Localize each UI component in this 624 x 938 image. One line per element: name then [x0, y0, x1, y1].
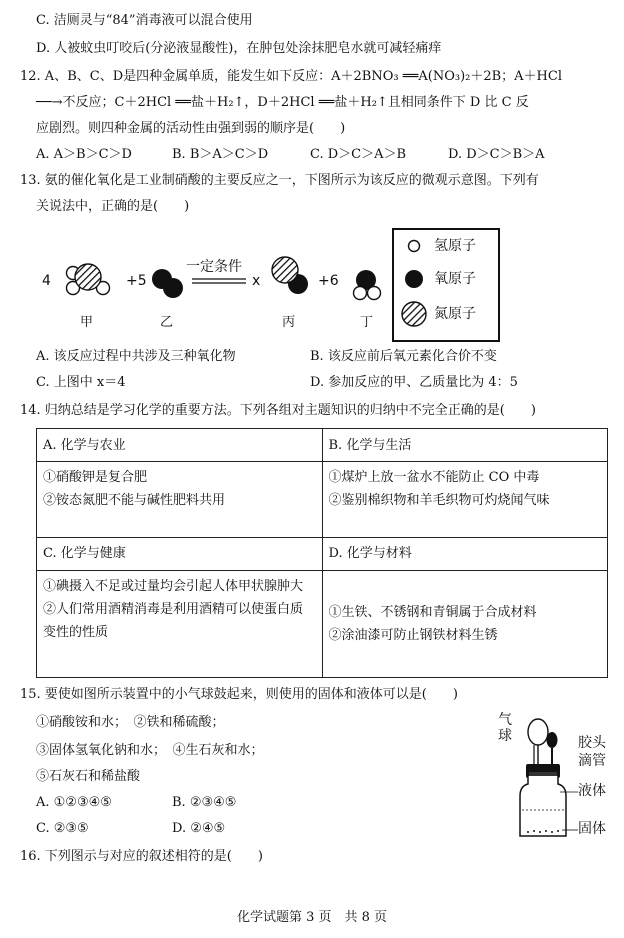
- q16-stem: 16. 下列图示与对应的叙述相符的是( ): [20, 849, 263, 864]
- q13-option-d: D. 参加反应的甲、乙质量比为 4：5: [310, 375, 518, 390]
- cell-a-item2: ②铵态氮肥不能与碱性肥料共用: [43, 493, 226, 508]
- cell-d-item1: ①生铁、不锈钢和青铜属于合成材料: [328, 604, 537, 620]
- legend-oxygen: 氧原子: [434, 271, 476, 287]
- q15-option-b: B. ②③④⑤: [172, 795, 237, 810]
- coef-bing: x: [252, 273, 261, 289]
- label-bing: 丙: [282, 315, 296, 330]
- label-dropper-2: 滴管: [578, 753, 606, 769]
- q15-option-d: D. ②④⑤: [172, 821, 226, 836]
- cell-c-item1: ①碘摄入不足或过量均会引起人体甲状腺肿大: [43, 578, 304, 594]
- q12-option-a: A. A＞B＞C＞D: [36, 147, 132, 162]
- flask-icon: [520, 776, 566, 836]
- cell-c-body: [37, 570, 323, 677]
- q14-stem: 14. 归纳总结是学习化学的重要方法。下列各组对主题知识的归纳中不完全正确的是( ): [20, 403, 536, 418]
- legend-hydrogen: 氢原子: [434, 238, 476, 254]
- q13-option-b: B. 该反应前后氧元素化合价不变: [310, 349, 497, 364]
- q15-option-a: A. ①②③④⑤: [36, 795, 112, 810]
- q12-option-b: B. B＞A＞C＞D: [172, 147, 269, 162]
- coef-ding: +6: [318, 273, 339, 289]
- q15-item-line2: ③固体氢氧化钠和水； ④生石灰和水；: [36, 743, 264, 758]
- q12-option-d: D. D＞C＞B＞A: [448, 147, 545, 162]
- hydrogen-atom-icon: [409, 241, 420, 252]
- label-jia: 甲: [80, 315, 94, 330]
- q11-option-d: D. 人被蚊虫叮咬后(分泌液显酸性)，在肿包处涂抹肥皂水就可减轻痛痒: [36, 41, 442, 56]
- nitrogen-atom-icon: [402, 302, 426, 326]
- q13-option-c: C. 上图中 x＝4: [36, 375, 126, 390]
- label-dropper-1: 胶头: [578, 735, 606, 751]
- cell-d-item2: ②涂油漆可防止钢铁材料生锈: [328, 627, 498, 643]
- cell-b-body: [322, 462, 608, 538]
- label-balloon: 气球: [498, 712, 512, 744]
- q12-option-c: C. D＞C＞A＞B: [310, 147, 407, 162]
- q12-stem-line2: ──→不反应；C＋2HCl ══盐＋H₂↑，D＋2HCl ══盐＋H₂↑且相同条件下 D 比 C 反: [36, 95, 529, 110]
- q15-stem: 15. 要使如图所示装置中的小气球鼓起来，则使用的固体和液体可以是( ): [20, 687, 458, 702]
- molecule-yi: [152, 269, 183, 298]
- q15-item-line1: ①硝酸铵和水； ②铁和稀硫酸；: [36, 715, 225, 730]
- atom-legend: [392, 228, 500, 342]
- cell-a-body: [37, 462, 323, 538]
- q11-option-c: C. 洁厕灵与“84”消毒液可以混合使用: [36, 13, 253, 28]
- cell-c-item2: ②人们常用酒精消毒是利用酒精可以使蛋白质变性的性质: [43, 601, 304, 640]
- label-yi: 乙: [160, 315, 174, 330]
- balloon-icon: [528, 719, 548, 745]
- q13-stem-line2: 关说法中，正确的是( ): [36, 199, 190, 214]
- cell-b-head: B. 化学与生活: [322, 429, 608, 462]
- q15-item-line3: ⑤石灰石和稀盐酸: [36, 769, 141, 784]
- q14-table: [36, 428, 608, 678]
- label-solid: 固体: [578, 821, 606, 837]
- q12-stem-line3: 应剧烈。则四种金属的活动性由强到弱的顺序是( ): [36, 121, 346, 136]
- cell-a-head: A. 化学与农业: [37, 429, 323, 462]
- dropper-bulb-icon: [547, 732, 558, 748]
- q15-option-c: C. ②③⑤: [36, 821, 89, 836]
- coef-jia: 4: [42, 273, 51, 289]
- cell-b-item1: ①煤炉上放一盆水不能防止 CO 中毒: [328, 470, 540, 485]
- molecule-jia: [67, 264, 110, 295]
- label-liquid: 液体: [578, 783, 606, 799]
- page-footer: 化学试题第 3 页 共 8 页: [236, 910, 388, 925]
- label-ding: 丁: [360, 315, 374, 330]
- molecule-ding: [354, 270, 381, 300]
- cell-b-item2: ②鉴别棉织物和羊毛织物可灼烧闻气味: [328, 493, 550, 508]
- legend-nitrogen: 氮原子: [434, 306, 476, 322]
- coef-yi: +5: [126, 273, 147, 289]
- q13-stem-line1: 13. 氨的催化氧化是工业制硝酸的主要反应之一，下图所示为该反应的微观示意图。下列有: [20, 173, 539, 188]
- oxygen-atom-icon: [405, 270, 423, 288]
- cell-d-body: [322, 570, 608, 677]
- reaction-condition: 一定条件: [186, 259, 242, 275]
- molecule-bing: [272, 257, 308, 294]
- cell-c-head: C. 化学与健康: [37, 537, 323, 570]
- cell-d-head: D. 化学与材料: [322, 537, 608, 570]
- q13-option-a: A. 该反应过程中共涉及三种氧化物: [36, 349, 236, 364]
- q12-stem-line1: 12. A、B、C、D是四种金属单质，能发生如下反应：A＋2BNO₃ ══A(NO₃)₂＋2B；A＋HCl: [20, 69, 563, 84]
- cell-a-item1: ①硝酸钾是复合肥: [43, 470, 148, 485]
